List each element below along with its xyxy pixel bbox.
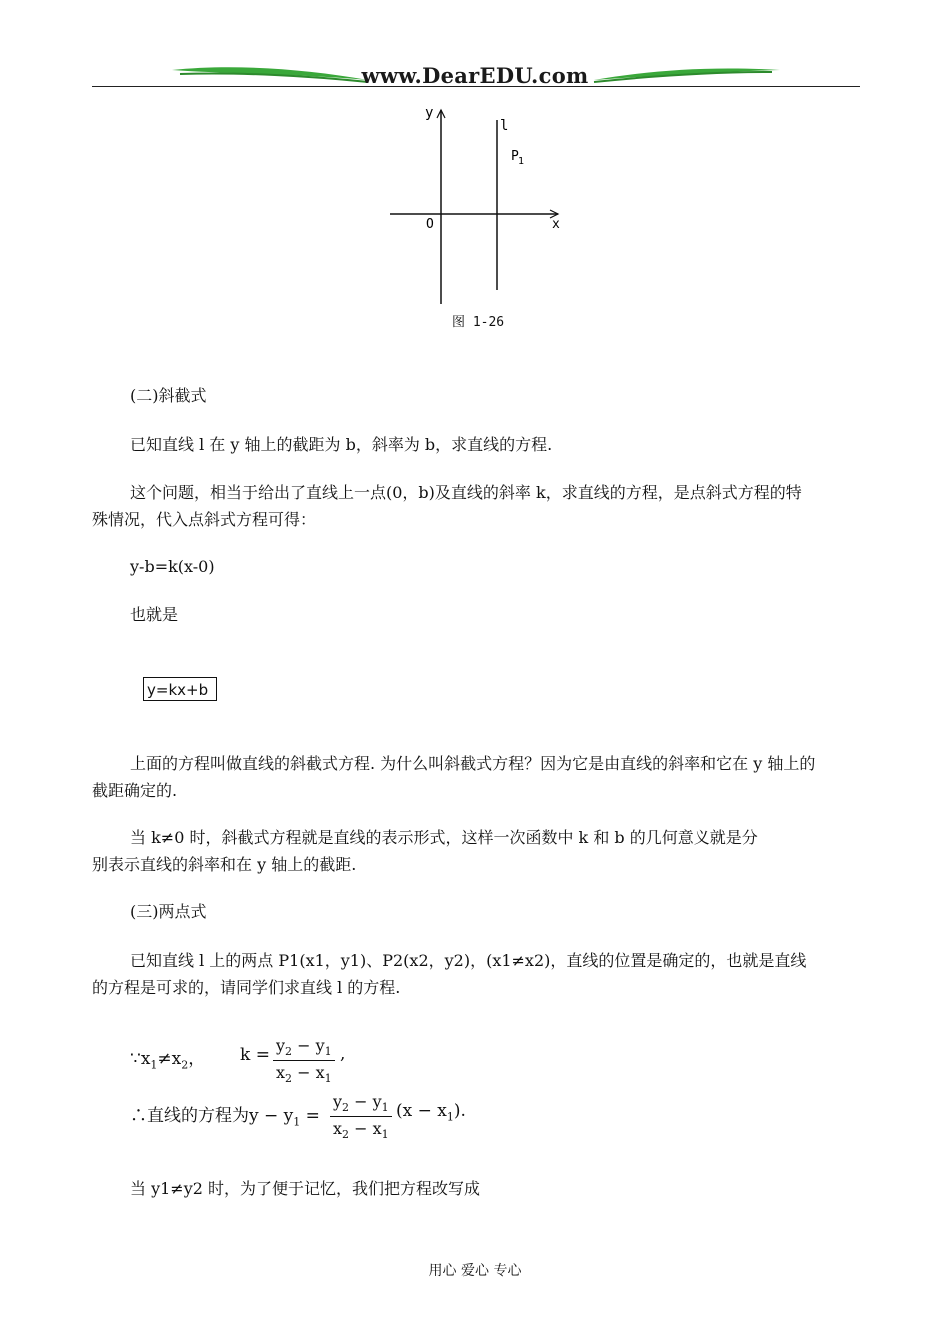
site-logo: www.DearEDU.com <box>361 63 589 88</box>
paragraph-6-line-1: 已知直线 l 上的两点 P1(x1，y1)、P2(x2，y2)，(x1≠x2)，直线的位置是确定的，也就是直线 <box>130 951 807 970</box>
point-label: P <box>511 149 519 164</box>
origin-label: O <box>426 217 434 232</box>
math-therefore-line: ∴直线的方程为$y - y_1$ = <box>130 1106 320 1129</box>
paragraph-4-line-2: 截距确定的. <box>92 781 178 800</box>
math-because-line: $\because x_1\ne x_2$， <box>130 1049 206 1072</box>
point-slope-factor: $(x - x_1)$. <box>396 1101 466 1124</box>
page-footer: 用心 爱心 专心 <box>428 1263 522 1279</box>
paragraph-2-line-2: 殊情况，代入点斜式方程可得： <box>92 510 317 529</box>
coordinate-figure <box>380 100 580 310</box>
trailing-comma: , <box>340 1044 346 1064</box>
y-axis-label: y <box>425 105 434 121</box>
line-label: l <box>500 118 509 134</box>
paragraph-2-line-1: 这个问题，相当于给出了直线上一点(0，b)及直线的斜率 k，求直线的方程，是点斜式方程的特 <box>130 483 802 502</box>
line-equation-fraction: $y_2 - y_1$ $x_2 - x_1$ <box>330 1092 392 1141</box>
paragraph-6-line-2: 的方程是可求的，请同学们求直线 l 的方程. <box>92 978 401 997</box>
equation-point-slope: y-b=k(x-0) <box>130 557 215 576</box>
slope-fraction: $y_2 - y_1$ $x_2 - x_1$ <box>273 1036 335 1085</box>
header-rule <box>92 86 860 87</box>
k-equals: k = <box>240 1045 270 1065</box>
boxed-equation: y=kx+b <box>143 677 217 701</box>
x-axis-label: x <box>552 217 560 232</box>
paragraph-4-line-1: 上面的方程叫做直线的斜截式方程. 为什么叫斜截式方程？因为它是由直线的斜率和它在 y 轴上的 <box>130 754 816 773</box>
because-x: ∵x <box>130 1049 151 1069</box>
paragraph-7: 当 y1≠y2 时，为了便于记忆，我们把方程改写成 <box>130 1179 481 1198</box>
neq-x: ≠x <box>157 1049 182 1069</box>
paragraph-5-line-2: 别表示直线的斜率和在 y 轴上的截距. <box>92 855 357 874</box>
paragraph-5-line-1: 当 k≠0 时，斜截式方程就是直线的表示形式，这样一次函数中 k 和 b 的几何意义就是分 <box>130 828 758 847</box>
section-3-title: (三)两点式 <box>130 902 207 921</box>
point-subscript: 1 <box>518 156 525 167</box>
figure-caption: 图 1-26 <box>452 315 505 330</box>
paragraph-3: 也就是 <box>130 605 179 624</box>
paragraph-1: 已知直线 l 在 y 轴上的截距为 b，斜率为 b，求直线的方程. <box>130 435 553 454</box>
section-2-title: (二)斜截式 <box>130 386 207 405</box>
